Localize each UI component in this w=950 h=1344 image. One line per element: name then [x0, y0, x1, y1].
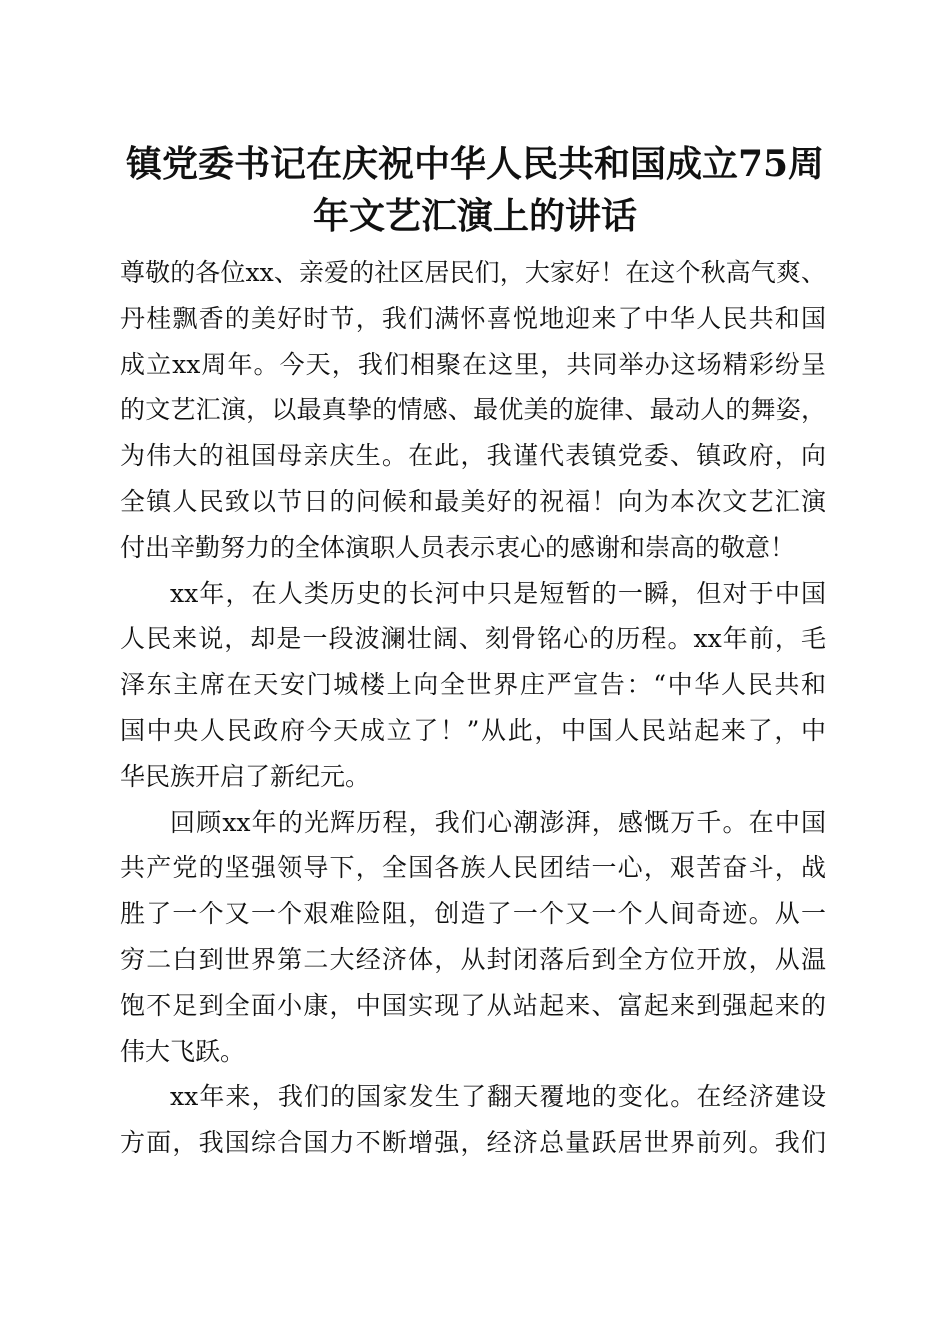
body-line: 方面，我国综合国力不断增强，经济总量跃居世界前列。我们 — [120, 1128, 826, 1158]
body-line: 丹桂飘香的美好时节，我们满怀喜悦地迎来了中华人民共和国 — [120, 303, 826, 333]
title-line: 镇党委书记在庆祝中华人民共和国成立75周 — [125, 143, 825, 185]
body-line: xx年，在人类历史的长河中只是短暂的一瞬，但对于中国 — [170, 578, 826, 608]
body-line: 华民族开启了新纪元。 — [120, 761, 371, 791]
body-line: 为伟大的祖国母亲庆生。在此，我谨代表镇党委、镇政府，向 — [120, 441, 826, 471]
document-title — [80, 138, 870, 242]
body-line: 全镇人民致以节日的问候和最美好的祝福！向为本次文艺汇演 — [120, 486, 826, 516]
document-body — [120, 250, 826, 1166]
body-line: 泽东主席在天安门城楼上向全世界庄严宣告：“中华人民共和 — [120, 670, 826, 700]
body-line: xx年来，我们的国家发生了翻天覆地的变化。在经济建设 — [170, 1082, 826, 1112]
body-line: 回顾xx年的光辉历程，我们心潮澎湃，感慨万千。在中国 — [170, 807, 826, 837]
body-line: 人民来说，却是一段波澜壮阔、刻骨铭心的历程。xx年前，毛 — [120, 624, 826, 654]
body-line: 付出辛勤努力的全体演职人员表示衷心的感谢和崇高的敬意！ — [120, 532, 796, 562]
title-line: 年文艺汇演上的讲话 — [312, 195, 637, 237]
body-line: 成立xx周年。今天，我们相聚在这里，共同举办这场精彩纷呈 — [120, 349, 826, 379]
body-line: 胜了一个又一个艰难险阻，创造了一个又一个人间奇迹。从一 — [120, 899, 826, 929]
body-line: 尊敬的各位xx、亲爱的社区居民们，大家好！在这个秋高气爽、 — [120, 258, 826, 287]
body-line: 伟大飞跃。 — [120, 1036, 246, 1066]
body-line: 穷二白到世界第二大经济体，从封闭落后到全方位开放，从温 — [120, 944, 826, 974]
body-line: 饱不足到全面小康，中国实现了从站起来、富起来到强起来的 — [120, 990, 826, 1020]
body-line: 共产党的坚强领导下，全国各族人民团结一心，艰苦奋斗，战 — [120, 853, 826, 883]
body-line: 的文艺汇演，以最真挚的情感、最优美的旋律、最动人的舞姿， — [120, 395, 826, 425]
body-line: 国中央人民政府今天成立了！”从此，中国人民站起来了，中 — [120, 715, 826, 745]
